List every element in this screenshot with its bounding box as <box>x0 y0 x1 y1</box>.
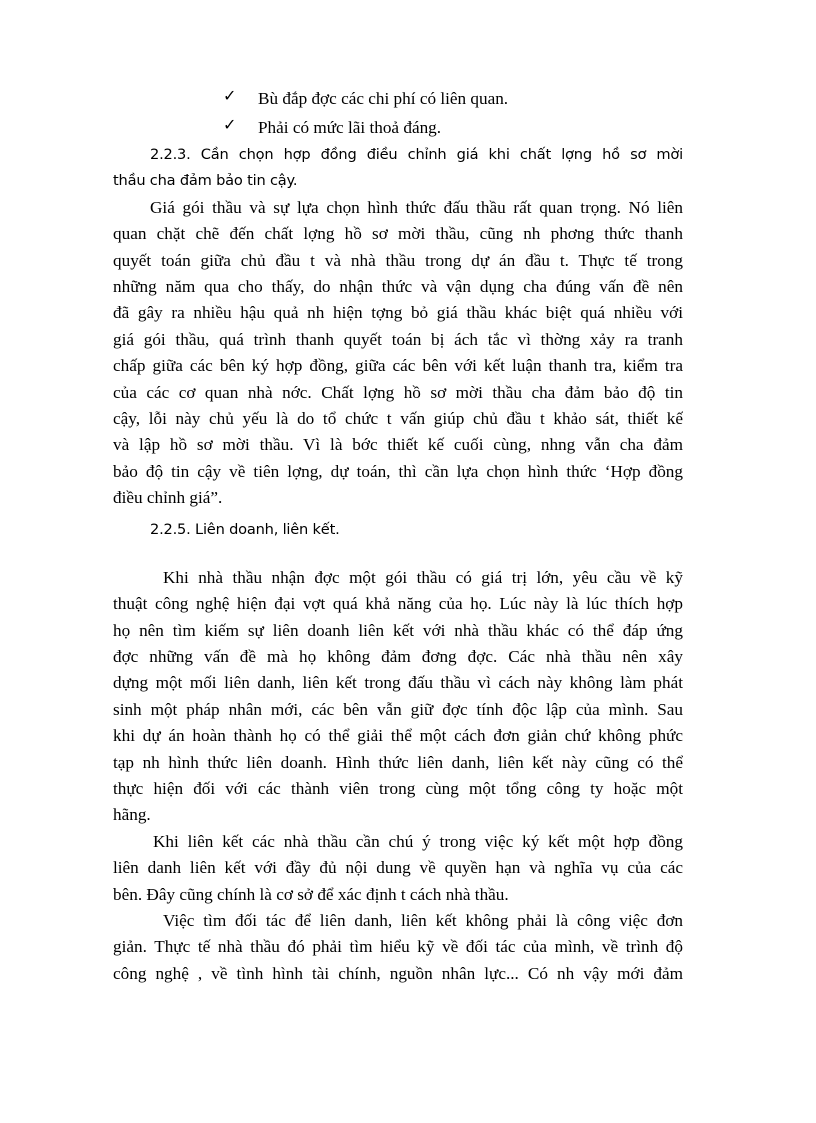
text-line: cậy, lỗi này chủ yếu là do tổ chức t vấn giúp chủ đầu t khảo sát, thiết kế <box>113 408 683 428</box>
section-heading <box>113 517 683 543</box>
bullet-text: Phải có mức lãi thoả đáng. <box>258 118 442 137</box>
text-line: điều chỉnh giá”. <box>113 488 223 508</box>
text-line: thầu cha đảm bảo tin cậy. <box>113 172 298 190</box>
paragraph <box>113 195 683 512</box>
text-line: Giá gói thầu và sự lựa chọn hình thức đấu thầu rất quan trọng. Nó liên <box>150 197 683 217</box>
text-line: liên danh liên kết với đầy đủ nội dung về quyền hạn và nghĩa vụ của các <box>113 858 683 878</box>
text-line: và lập hồ sơ mời thầu. Vì là bớc thiết kế cuối cùng, nhng vẫn cha đảm <box>113 435 683 455</box>
text-line: hãng. <box>113 805 151 825</box>
text-line: đợc những vấn đề mà họ không đảm đơng đợc. Các nhà thầu nên xây <box>113 647 683 667</box>
text-line: khi dự án hoàn thành họ có thể giải thể một cách đơn giản chứ không phức <box>113 726 683 746</box>
text-line: 2.2.5. Liên doanh, liên kết. <box>150 521 340 539</box>
text-line: những năm qua cho thấy, do nhận thức và vận dụng cha đúng vấn đề nên <box>113 276 683 296</box>
text-line: quan chặt chẽ đến chất lợng hồ sơ mời thầu, cũng nh phơng thức thanh <box>113 224 683 244</box>
text-line: công nghệ , về tình hình tài chính, nguồn nhân lực... Có nh vậy mới đảm <box>113 963 683 983</box>
text-line: bên. Đây cũng chính là cơ sở để xác định t cách nhà thầu. <box>113 884 509 904</box>
text-line: của các cơ quan nhà nớc. Chất lợng hồ sơ mời thầu cha đảm bảo độ tin <box>113 382 683 402</box>
check-icon: ✓ <box>223 86 237 105</box>
paragraph <box>113 829 683 908</box>
text-line: Khi nhà thầu nhận đợc một gói thầu có giá trị lớn, yêu cầu về kỹ <box>163 567 683 587</box>
paragraph <box>113 565 683 829</box>
text-line: giản. Thực tế nhà thầu đó phải tìm hiểu kỹ về đối tác của mình, về trình độ <box>113 937 683 957</box>
document-body <box>113 142 683 987</box>
text-line: tạp nh hình thức liên doanh. Hình thức liên danh, liên kết này cũng có thể <box>113 752 683 772</box>
text-line: 2.2.3. Cần chọn hợp đồng điều chỉnh giá khi chất lợng hồ sơ mời <box>150 146 683 163</box>
text-line: họ nên tìm kiếm sự liên doanh liên kết với nhà thầu khác có thể đáp ứng <box>113 620 683 640</box>
check-icon: ✓ <box>223 115 237 134</box>
text-line: Khi liên kết các nhà thầu cần chú ý trong việc ký kết một hợp đồng <box>153 831 683 851</box>
text-line: bảo độ tin cậy về tiên lợng, dự toán, thì cần lựa chọn hình thức ‘Hợp đồng <box>113 461 683 481</box>
bullet-item <box>113 113 683 142</box>
bullet-text: Bù đắp đợc các chi phí có liên quan. <box>258 89 509 108</box>
text-line: thực hiện đối với các thành viên trong cùng một tổng công ty hoặc một <box>113 778 683 798</box>
text-line: chấp giữa các bên ký hợp đồng, giữa các bên với kết luận thanh tra, kiểm tra <box>113 356 683 376</box>
bullet-item <box>113 84 683 113</box>
text-line: sinh một pháp nhân mới, các bên vẫn giữ đợc tính độc lập của mình. Sau <box>113 699 683 719</box>
text-line: dựng một mối liên danh, liên kết trong đấu thầu vì cách này không làm phát <box>113 673 683 693</box>
text-line: giá gói thầu, quá trình thanh quyết toán bị ách tắc vì thờng xảy ra tranh <box>113 329 683 349</box>
paragraph <box>113 908 683 987</box>
document-page <box>113 84 683 987</box>
section-heading <box>113 142 683 195</box>
text-line: Việc tìm đối tác để liên danh, liên kết không phải là công việc đơn <box>163 910 683 930</box>
text-line: thuật công nghệ hiện đại vợt quá khả năng của họ. Lúc này là lúc thích hợp <box>113 594 683 614</box>
text-line: đã gây ra nhiều hậu quả nh hiện tợng bỏ giá thầu khác biệt quá nhiều với <box>113 303 683 323</box>
text-line: quyết toán giữa chủ đầu t và nhà thầu trong dự án đầu t. Thực tế trong <box>113 250 683 270</box>
